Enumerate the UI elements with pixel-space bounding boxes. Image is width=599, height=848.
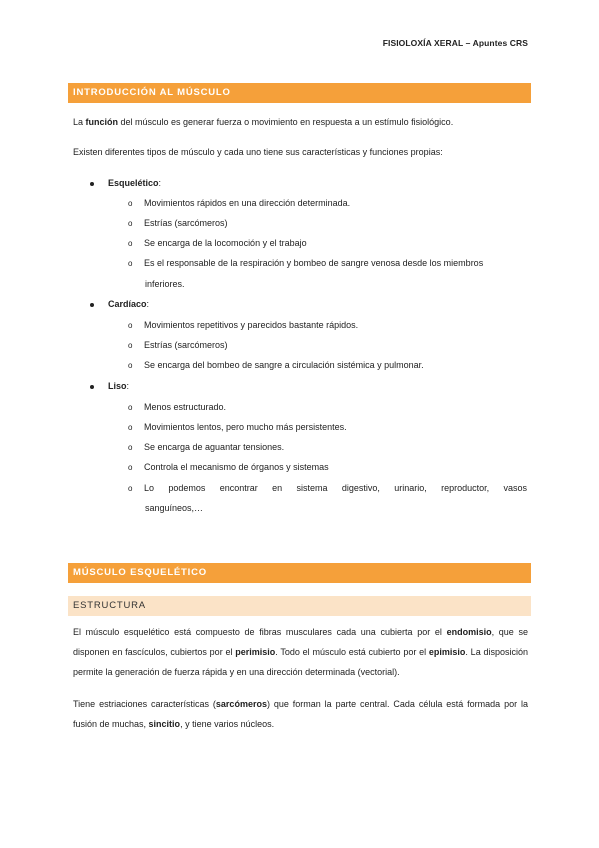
bullet-liso bbox=[90, 381, 129, 391]
term-sincitio: sincitio bbox=[148, 719, 181, 729]
colon: : bbox=[158, 178, 162, 188]
term-perimisio: perimisio bbox=[235, 647, 276, 657]
item-text: Lo podemos encontrar en sistema digestivo, urinario, reproductor, vasos bbox=[144, 483, 527, 493]
text-run: , y tiene varios núcleos. bbox=[180, 719, 275, 729]
list-item bbox=[128, 340, 228, 350]
list-item bbox=[128, 258, 483, 268]
bullet-dot bbox=[90, 303, 94, 307]
sub-bullet: o bbox=[128, 259, 133, 268]
sub-bullet: o bbox=[128, 219, 133, 228]
list-item bbox=[128, 442, 284, 452]
sub-bullet: o bbox=[128, 463, 133, 472]
list-item bbox=[128, 218, 228, 228]
list-item-continuation: inferiores. bbox=[145, 279, 185, 289]
list-item bbox=[128, 402, 226, 412]
list-item bbox=[128, 422, 347, 432]
sub-bullet: o bbox=[128, 484, 133, 493]
term-endomisio: endomisio bbox=[446, 627, 492, 637]
sub-bullet: o bbox=[128, 443, 133, 452]
term-sarcomeros: sarcómeros bbox=[215, 699, 267, 709]
text-run: El músculo esquelético está compuesto de fibras musculares cada una cubierta por el bbox=[73, 627, 447, 637]
type-name: Cardíaco bbox=[108, 299, 147, 309]
text-run: . Todo el músculo está cubierto por el bbox=[275, 647, 429, 657]
intro-post: del músculo es generar fuerza o movimiento en respuesta a un estímulo fisiológico. bbox=[118, 117, 454, 127]
section-title-intro: INTRODUCCIÓN AL MÚSCULO bbox=[68, 83, 531, 103]
item-text: Movimientos lentos, pero mucho más persistentes. bbox=[144, 422, 347, 432]
type-name: Liso bbox=[108, 381, 127, 391]
list-item bbox=[128, 462, 329, 472]
colon: : bbox=[146, 299, 150, 309]
text-run: , que se disponen en fascículos, cubiertos por el bbox=[73, 627, 529, 657]
structure-paragraph-2 bbox=[73, 694, 528, 734]
item-text: Se encarga de la locomoción y el trabajo bbox=[144, 238, 307, 248]
structure-paragraph-1 bbox=[73, 622, 528, 682]
item-text: Movimientos repetitivos y parecidos bastante rápidos. bbox=[144, 320, 359, 330]
list-item bbox=[128, 360, 424, 370]
section-title-esqueletico: MÚSCULO ESQUELÉTICO bbox=[68, 563, 531, 583]
bullet-dot bbox=[90, 182, 94, 186]
sub-bullet: o bbox=[128, 239, 133, 248]
list-item-continuation: sanguíneos,… bbox=[145, 503, 204, 513]
sub-bullet: o bbox=[128, 321, 133, 330]
text-run: . La disposición permite la generación de fuerza rápida y en una dirección determinada (vectorial). bbox=[73, 647, 528, 677]
bullet-cardiaco bbox=[90, 299, 149, 309]
item-text: Controla el mecanismo de órganos y sistemas bbox=[144, 462, 329, 472]
list-item bbox=[128, 238, 307, 248]
sub-bullet: o bbox=[128, 199, 133, 208]
item-text: Es el responsable de la respiración y bombeo de sangre venosa desde los miembros bbox=[144, 258, 484, 268]
text-run: Tiene estriaciones características ( bbox=[73, 699, 216, 709]
item-text: Se encarga del bombeo de sangre a circulación sistémica y pulmonar. bbox=[144, 360, 424, 370]
term-epimisio: epimisio bbox=[428, 647, 466, 657]
sub-bullet: o bbox=[128, 341, 133, 350]
type-name: Esquelético bbox=[108, 178, 159, 188]
item-text: Se encarga de aguantar tensiones. bbox=[144, 442, 285, 452]
bullet-esqueletico bbox=[90, 178, 161, 188]
types-line: Existen diferentes tipos de músculo y cada uno tiene sus características y funciones propias: bbox=[73, 147, 443, 157]
sub-bullet: o bbox=[128, 361, 133, 370]
page-header: FISIOLOXÍA XERAL – Apuntes CRS bbox=[382, 38, 528, 48]
intro-pre: La bbox=[73, 117, 86, 127]
sub-bullet: o bbox=[128, 423, 133, 432]
item-text: Menos estructurado. bbox=[144, 402, 227, 412]
sub-bullet: o bbox=[128, 403, 133, 412]
bullet-dot bbox=[90, 385, 94, 389]
intro-bold: función bbox=[85, 117, 119, 127]
item-text: Estrías (sarcómeros) bbox=[144, 218, 228, 228]
list-item bbox=[128, 483, 528, 493]
item-text: Estrías (sarcómeros) bbox=[144, 340, 228, 350]
list-item bbox=[128, 320, 358, 330]
item-text: Movimientos rápidos en una dirección determinada. bbox=[144, 198, 351, 208]
subsection-title-estructura: ESTRUCTURA bbox=[68, 596, 531, 616]
colon: : bbox=[126, 381, 130, 391]
text-run: ) que forman la parte central. Cada célula está formada por la fusión de muchas, bbox=[73, 699, 528, 729]
intro-paragraph bbox=[73, 117, 453, 127]
list-item bbox=[128, 198, 350, 208]
